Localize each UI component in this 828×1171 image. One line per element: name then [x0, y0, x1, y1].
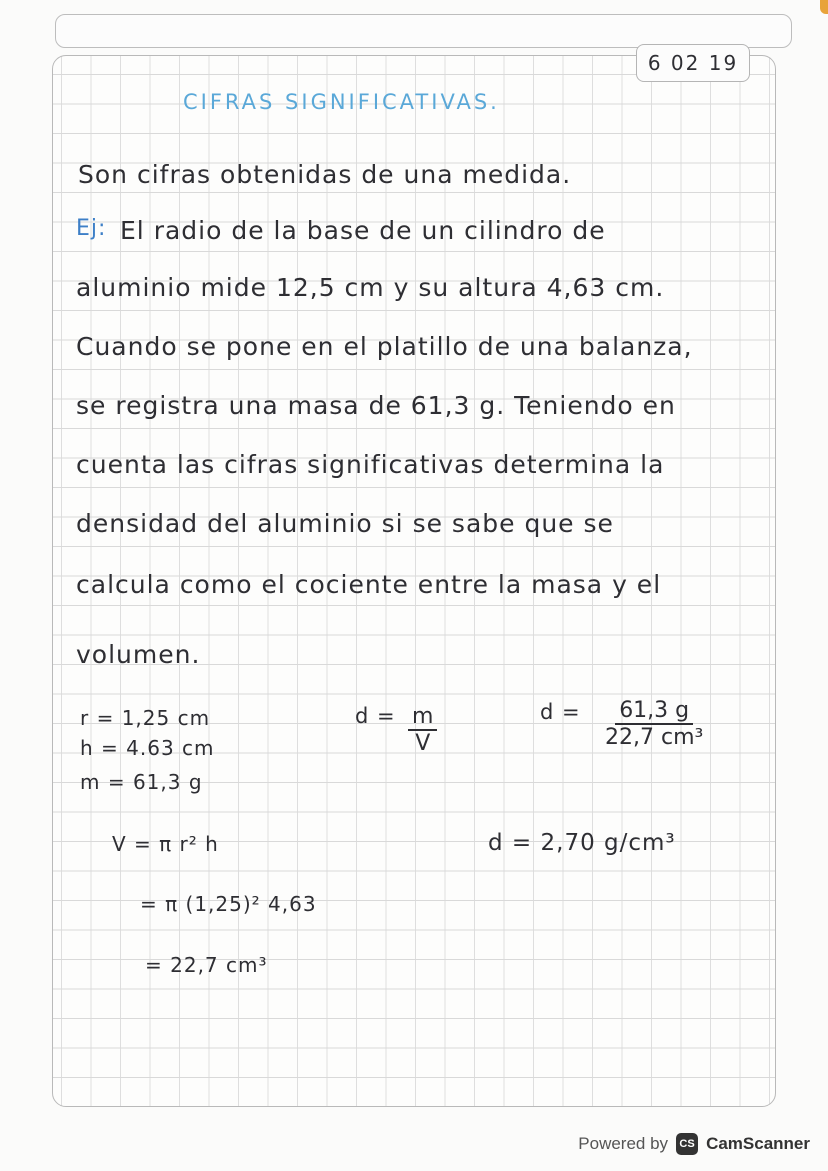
text-line: Son cifras obtenidas de una medida. [78, 160, 572, 189]
text-line: calcula como el cociente entre la masa y el [76, 570, 662, 599]
text-line: densidad del aluminio si se sabe que se [76, 509, 614, 538]
given-height: h = 4.63 cm [80, 736, 215, 760]
volume-formula: V = π r² h [112, 832, 219, 856]
text-line: El radio de la base de un cilindro de [120, 216, 606, 245]
volume-result: = 22,7 cm³ [145, 953, 268, 977]
text-line: se registra una masa de 61,3 g. Teniendo en [76, 391, 676, 420]
density-formula-lhs: d = [355, 704, 396, 728]
fraction-denominator: V [415, 731, 431, 756]
example-marker: Ej: [76, 216, 107, 241]
page-title: CIFRAS SIGNIFICATIVAS. [183, 90, 500, 114]
text-line: aluminio mide 12,5 cm y su altura 4,63 cm. [76, 273, 665, 302]
powered-by-label: Powered by [578, 1134, 669, 1153]
camscanner-watermark [578, 1133, 810, 1155]
date-box: 6 02 19 [636, 44, 750, 82]
text-line: volumen. [76, 640, 201, 669]
fraction-numerator: 61,3 g [615, 698, 693, 725]
density-result: d = 2,70 g/cm³ [488, 830, 676, 856]
density-sub-lhs: d = [540, 700, 581, 724]
text-line: Cuando se pone en el platillo de una balanza, [76, 332, 693, 361]
given-mass: m = 61,3 g [80, 770, 203, 794]
density-sub-fraction [605, 698, 703, 750]
notebook-header-bar [55, 14, 792, 48]
page-corner-mark [820, 0, 828, 14]
text-line: cuenta las cifras significativas determina la [76, 450, 665, 479]
camscanner-logo-icon: CS [676, 1133, 698, 1155]
density-formula-fraction [408, 704, 437, 756]
brand-name: CamScanner [706, 1134, 810, 1153]
volume-substitution: = π (1,25)² 4,63 [140, 892, 317, 916]
given-radius: r = 1,25 cm [80, 706, 211, 730]
fraction-denominator: 22,7 cm³ [605, 725, 704, 750]
fraction-numerator: m [408, 704, 437, 731]
